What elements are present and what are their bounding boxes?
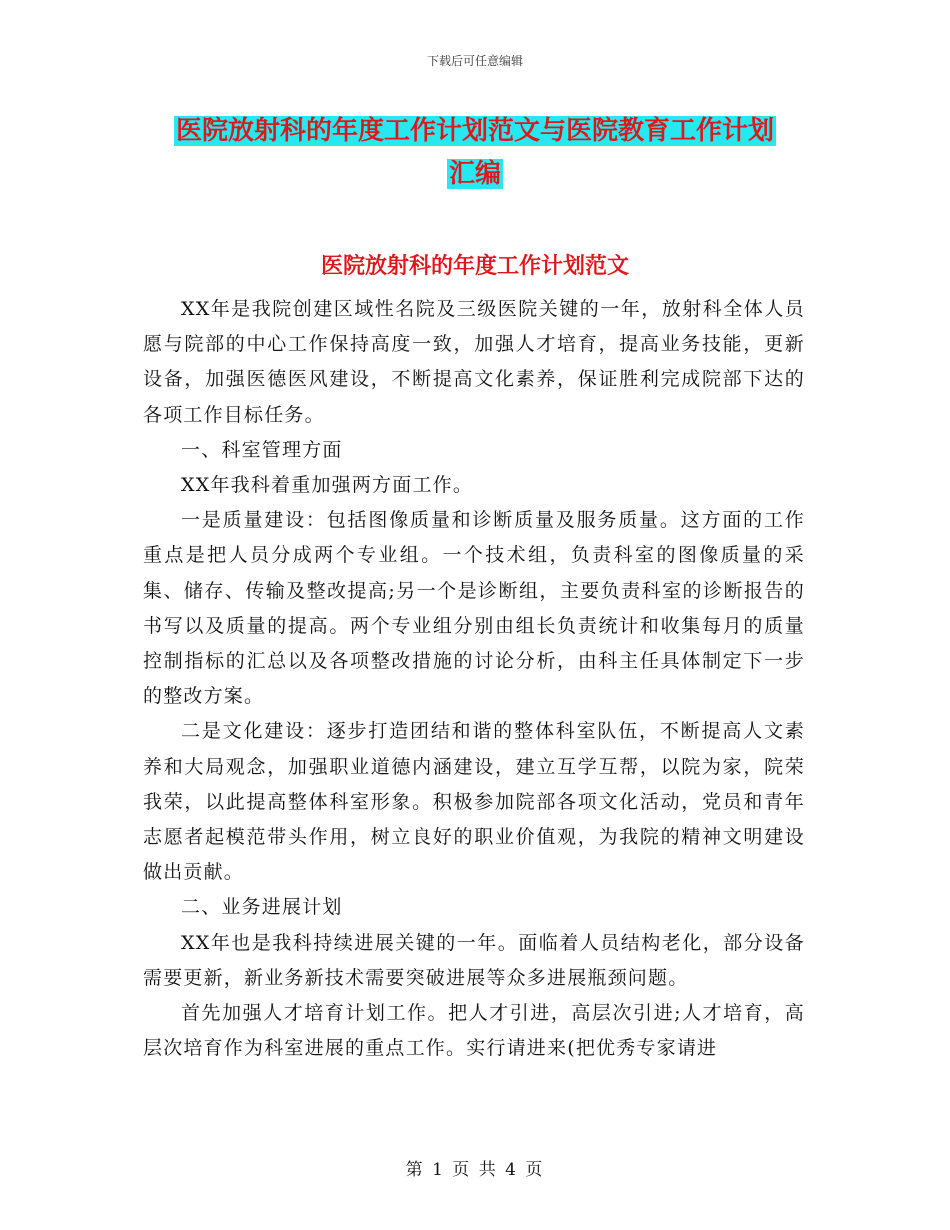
document-title-line-2 [0, 156, 950, 192]
paragraph-two-aspects: XX年我科着重加强两方面工作。 [181, 474, 474, 497]
heading-dept-management: 一、科室管理方面 [181, 438, 343, 461]
document-title-text-1: 医院放射科的年度工作计划范文与医院教育工作计划 [175, 116, 774, 146]
paragraph-quality-construction: 一是质量建设：包括图像质量和诊断质量及服务质量。这方面的工作重点是把人员分成两个专业组。一个技术组，负责科室的图像质量的采集、储存、传输及整改提高;另一个是诊断组，主要负责科室的诊断报告的书写以及质量的提高。两个专业组分别由组长负责统计和收集每月的质量控制指标的汇总以及各项整改措施的讨论分析，由科主任具体制定下一步的整改方案。 [143, 509, 805, 708]
paragraph-key-year: XX年也是我科持续进展关键的一年。面临着人员结构老化，部分设备需要更新，新业务新技术需要突破进展等众多进展瓶颈问题。 [143, 931, 805, 989]
document-title-line-1 [0, 113, 950, 149]
document-body [143, 292, 805, 1066]
document-title-text-2: 汇编 [448, 159, 501, 189]
paragraph-intro: XX年是我院创建区域性名院及三级医院关键的一年，放射科全体人员愿与院部的中心工作保持高度一致，加强人才培育，提高业务技能，更新设备，加强医德医风建设，不断提高文化素养，保证胜利完成院部下达的各项工作目标任务。 [143, 298, 805, 426]
paragraph-talent-training: 首先加强人才培育计划工作。把人才引进，高层次引进;人才培育，高层次培育作为科室进展的重点工作。实行请进来(把优秀专家请进 [143, 1002, 805, 1060]
page-header-note: 下载后可任意编辑 [426, 54, 523, 68]
page-number-footer: 第 1 页 共 4 页 [405, 1160, 545, 1180]
heading-business-plan: 二、业务进展计划 [181, 896, 343, 919]
paragraph-culture-construction: 二是文化建设：逐步打造团结和谐的整体科室队伍，不断提高人文素养和大局观念，加强职业道德内涵建设，建立互学互帮，以院为家，院荣我荣，以此提高整体科室形象。积极参加院部各项文化活动，党员和青年志愿者起模范带头作用，树立良好的职业价值观，为我院的精神文明建设做出贡献。 [143, 720, 805, 884]
section-title: 医院放射科的年度工作计划范文 [320, 253, 629, 279]
